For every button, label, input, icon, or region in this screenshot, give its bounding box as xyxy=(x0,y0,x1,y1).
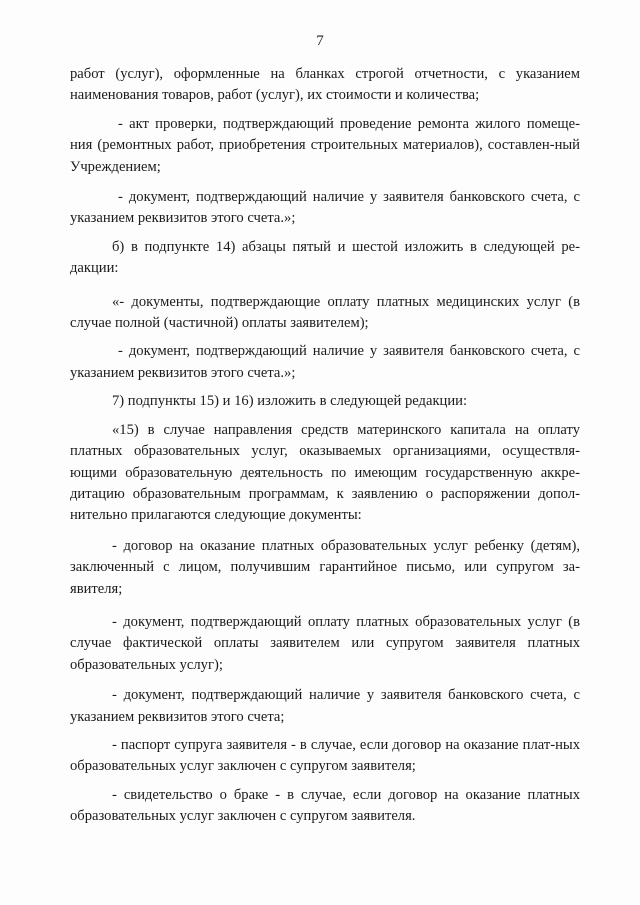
page-number: 7 xyxy=(316,33,324,49)
paragraph-bank-account-1: - документ, подтверждающий наличие у заявителя банковского счета, с указанием реквизитов этого счета.»; xyxy=(70,189,580,227)
paragraph-clause-15: «15) в случае направления средств материнского капитала на оплату платных образовательных услуг, оказываемых организациями, осуществля-ющими образовательную деятельность по имеющим государственную аккре-дитацию образовательным программам, к заявлению о распоряжении допол-нительно прилагаются следующие документы: xyxy=(70,421,580,524)
paragraph-medical-payments: «- документы, подтверждающие оплату платных медицинских услуг (в случае полной (частичной) оплаты заявителем); xyxy=(70,293,580,332)
paragraph-inspection-act: - акт проверки, подтверждающий проведение ремонта жилого помеще-ния (ремонтных работ, приобретения строительных материалов), составлен-ный Учреждением; xyxy=(70,115,580,175)
paragraph-subclauses-15-16: 7) подпункты 15) и 16) изложить в следующей редакции: xyxy=(112,393,468,410)
paragraph-continuation: работ (услуг), оформленные на бланках строгой отчетности, с указанием наименования товаров, работ (услуг), их стоимости и количества; xyxy=(70,66,580,104)
paragraph-education-payment: - документ, подтверждающий оплату платных образовательных услуг (в случае фактической оплаты заявителем или супругом заявителя платных образовательных услуг); xyxy=(70,613,580,673)
paragraph-bank-account-2: - документ, подтверждающий наличие у заявителя банковского счета, с указанием реквизитов этого счета.»; xyxy=(70,343,580,381)
paragraph-education-contract: - договор на оказание платных образовательных услуг ребенку (детям), заключенный с лицом, получившим гарантийное письмо, или супругом за-явителя; xyxy=(70,537,580,597)
paragraph-marriage-certificate: - свидетельство о браке - в случае, если договор на оказание платных образовательных услуг заключен с супругом заявителя. xyxy=(70,786,580,825)
document-body xyxy=(70,64,580,828)
paragraph-bank-account-3: - документ, подтверждающий наличие у заявителя банковского счета, с указанием реквизитов этого счета; xyxy=(70,687,580,725)
paragraph-subclause-14: б) в подпункте 14) абзацы пятый и шестой изложить в следующей ре-дакции: xyxy=(70,238,580,277)
paragraph-spouse-passport: - паспорт супруга заявителя - в случае, если договор на оказание плат-ных образовательных услуг заключен с супругом заявителя; xyxy=(70,736,580,775)
